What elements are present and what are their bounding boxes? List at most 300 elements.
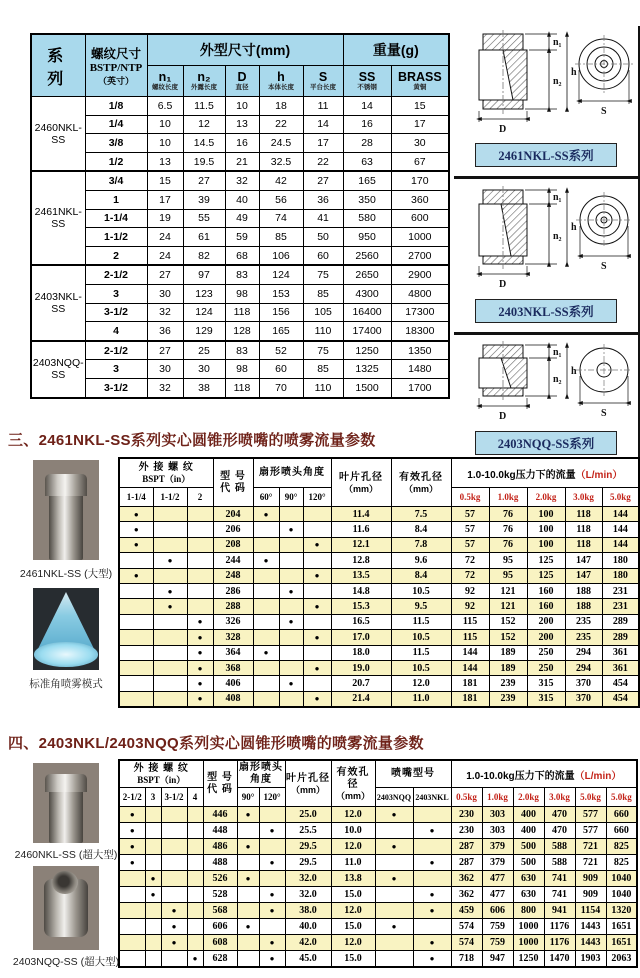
- cell: 22: [259, 115, 303, 134]
- cell: 2063: [606, 951, 637, 968]
- dot-cell: ●: [119, 839, 145, 855]
- cell: 360: [391, 190, 449, 209]
- cell: [279, 645, 303, 660]
- cell: 8.4: [391, 568, 451, 583]
- cell: 27: [183, 171, 225, 190]
- angle-option: 60°: [253, 488, 279, 507]
- cell: [187, 583, 213, 598]
- cell: 110: [303, 322, 343, 341]
- table-row: [31, 228, 449, 247]
- table-row: [119, 507, 639, 522]
- dot-cell: ●: [413, 887, 451, 903]
- cell: 180: [602, 553, 639, 568]
- dim-D: D: [499, 279, 507, 290]
- cell: 244: [213, 553, 253, 568]
- cell: [145, 839, 161, 855]
- cell: 526: [203, 871, 237, 887]
- cell: 11.6: [331, 522, 391, 537]
- dot-cell: ●: [187, 676, 213, 691]
- cell: 38.0: [285, 903, 331, 919]
- cell: [145, 903, 161, 919]
- cell: 13.5: [331, 568, 391, 583]
- cell: [161, 823, 187, 839]
- table-row: [31, 303, 449, 322]
- dot-cell: ●: [161, 935, 187, 951]
- cell: 1700: [391, 378, 449, 397]
- cell: 29.5: [285, 839, 331, 855]
- cell: 82: [183, 246, 225, 265]
- col-header-flow-rate: 1.0-10.0kg压力下的流量（L/min）: [451, 760, 637, 788]
- cell: 454: [602, 691, 639, 707]
- cell: 11.5: [391, 645, 451, 660]
- cell: 75: [303, 341, 343, 360]
- cell: 315: [527, 676, 565, 691]
- cell: 628: [203, 951, 237, 968]
- dot-cell: ●: [153, 599, 187, 614]
- cell: 1250: [513, 951, 544, 968]
- cell: [253, 676, 279, 691]
- cell: 83: [225, 341, 259, 360]
- cell: 800: [513, 903, 544, 919]
- cell: [253, 660, 279, 675]
- cell: 1325: [343, 360, 391, 379]
- cell: [153, 507, 187, 522]
- dot-cell: ●: [375, 807, 413, 823]
- cell: 160: [527, 583, 565, 598]
- cell: [187, 919, 203, 935]
- cell: 98: [225, 360, 259, 379]
- cell: 8.4: [391, 522, 451, 537]
- cell: [119, 691, 153, 707]
- col-header-spray-angle: 扇形喷头角度: [253, 458, 331, 488]
- cell: [237, 935, 259, 951]
- cell: [279, 537, 303, 552]
- cell: 1443: [575, 919, 606, 935]
- cell: [119, 919, 145, 935]
- col-header-brass: BRASS 黄铜: [391, 66, 449, 97]
- cell: 188: [565, 599, 602, 614]
- photo-caption: 2403NQQ-SS (超大型): [12, 956, 120, 968]
- cell: [237, 823, 259, 839]
- dot-cell: ●: [153, 583, 187, 598]
- dot-cell: ●: [279, 522, 303, 537]
- cell: 230: [451, 807, 482, 823]
- cell: [303, 645, 331, 660]
- table-row: [119, 614, 639, 629]
- cell: 10: [225, 97, 259, 116]
- cell: [413, 807, 451, 823]
- table-row: [119, 599, 639, 614]
- table-row: [119, 660, 639, 675]
- nozzle-option: 2403NQQ: [375, 788, 413, 807]
- dot-cell: ●: [279, 614, 303, 629]
- cell: [119, 614, 153, 629]
- cell: [413, 839, 451, 855]
- cell: 2900: [391, 265, 449, 284]
- cell: 83: [225, 265, 259, 284]
- spec-table: [30, 33, 450, 399]
- cell: [303, 676, 331, 691]
- cell: [153, 645, 187, 660]
- thread-standard-label: BSTP/NTP: [89, 62, 143, 74]
- cell: 11: [303, 97, 343, 116]
- cell: 125: [527, 568, 565, 583]
- cell: [187, 807, 203, 823]
- cell: 144: [602, 522, 639, 537]
- col-header-ext-thread: 外 接 螺 纹 BSPT（in）: [119, 458, 213, 488]
- cell: [253, 691, 279, 707]
- cell: 63: [343, 152, 391, 171]
- cell: 38: [183, 378, 225, 397]
- angle-option: 90°: [237, 788, 259, 807]
- dot-cell: ●: [237, 919, 259, 935]
- cell: 25: [183, 341, 225, 360]
- cell: 909: [575, 887, 606, 903]
- cell: [153, 614, 187, 629]
- cell: 231: [602, 599, 639, 614]
- col-header-ss: SS 不锈钢: [343, 66, 391, 97]
- diagram-label-2403nkl: 2403NKL-SS系列: [475, 299, 617, 323]
- cell: 1320: [606, 903, 637, 919]
- cell: 105: [303, 303, 343, 322]
- cell: 147: [565, 568, 602, 583]
- dim-D: D: [499, 411, 507, 422]
- cell: [279, 568, 303, 583]
- cell: 118: [225, 303, 259, 322]
- cell: 235: [565, 614, 602, 629]
- cell: 17300: [391, 303, 449, 322]
- cell: 239: [489, 691, 527, 707]
- cell: [253, 568, 279, 583]
- cell: [161, 887, 187, 903]
- cell: 118: [565, 507, 602, 522]
- cell: 40.0: [285, 919, 331, 935]
- cell: 1500: [343, 378, 391, 397]
- cell: [279, 660, 303, 675]
- dot-cell: ●: [413, 903, 451, 919]
- table-row: [31, 134, 449, 153]
- dot-cell: ●: [375, 839, 413, 855]
- cell: 588: [544, 839, 575, 855]
- cell: 361: [602, 660, 639, 675]
- cell: 286: [213, 583, 253, 598]
- cell: 303: [482, 823, 513, 839]
- dot-cell: ●: [303, 568, 331, 583]
- cell: 486: [203, 839, 237, 855]
- cell: [259, 919, 285, 935]
- cell: 45.0: [285, 951, 331, 968]
- cell: 660: [606, 807, 637, 823]
- cell: 21: [225, 152, 259, 171]
- cell: 92: [451, 583, 489, 598]
- cell: 2700: [391, 246, 449, 265]
- dot-cell: ●: [303, 630, 331, 645]
- flow-table4-body: [119, 807, 637, 968]
- thread-option: 1-1/2: [153, 488, 187, 507]
- dot-cell: ●: [253, 507, 279, 522]
- photo-caption: 2461NKL-SS (大型): [19, 568, 113, 580]
- cell: 660: [606, 823, 637, 839]
- cell: 85: [303, 360, 343, 379]
- cell: [237, 887, 259, 903]
- dot-cell: ●: [375, 871, 413, 887]
- cell: 97: [183, 265, 225, 284]
- series-cell: 2460NKL-SS: [31, 97, 85, 172]
- dim-n2: n₂: [553, 231, 562, 242]
- cell: 170: [391, 171, 449, 190]
- cell: 144: [451, 645, 489, 660]
- cell: 14: [343, 97, 391, 116]
- dot-cell: ●: [119, 568, 153, 583]
- cell: [375, 823, 413, 839]
- cell: 76: [489, 507, 527, 522]
- cell: 121: [489, 583, 527, 598]
- cell: 362: [451, 871, 482, 887]
- cell: 580: [343, 209, 391, 228]
- cell: 909: [575, 871, 606, 887]
- table-row: [119, 645, 639, 660]
- flow-table3-section: [118, 457, 640, 708]
- spec-table-header: [31, 34, 449, 97]
- pressure-header: 2.0kg: [513, 788, 544, 807]
- cell: [279, 630, 303, 645]
- cell: 27: [147, 341, 183, 360]
- cell: 3/8: [85, 134, 147, 153]
- dot-cell: ●: [237, 871, 259, 887]
- cell: 328: [213, 630, 253, 645]
- cell: 55: [183, 209, 225, 228]
- dot-cell: ●: [413, 823, 451, 839]
- cell: 27: [147, 265, 183, 284]
- cell: 49: [225, 209, 259, 228]
- dot-cell: ●: [119, 522, 153, 537]
- pressure-header: 3.0kg: [544, 788, 575, 807]
- section3-heading: 三、2461NKL-SS系列实心圆锥形喷嘴的喷雾流量参数: [8, 432, 376, 449]
- cell: 129: [183, 322, 225, 341]
- cell: [119, 599, 153, 614]
- flow-table-2403: [118, 759, 638, 968]
- cell: [119, 903, 145, 919]
- cell: 110: [303, 378, 343, 397]
- cell: 24: [147, 246, 183, 265]
- table-row: [119, 583, 639, 598]
- cell: 288: [213, 599, 253, 614]
- dot-cell: ●: [259, 823, 285, 839]
- cell: [161, 951, 187, 968]
- cell: [119, 676, 153, 691]
- table-row: [31, 190, 449, 209]
- cell: 12.0: [391, 676, 451, 691]
- cell: 125: [527, 553, 565, 568]
- cell: [375, 855, 413, 871]
- cell: 10: [147, 134, 183, 153]
- cell: [153, 630, 187, 645]
- cell: 528: [203, 887, 237, 903]
- cell: 1154: [575, 903, 606, 919]
- cell: [145, 823, 161, 839]
- cell: 454: [602, 676, 639, 691]
- cell: [187, 871, 203, 887]
- cell: [119, 630, 153, 645]
- pressure-header: 5.0kg: [575, 788, 606, 807]
- cell: 2: [85, 246, 147, 265]
- cell: 152: [489, 614, 527, 629]
- series-cell: 2403NQQ-SS: [31, 341, 85, 398]
- cell: 57: [451, 537, 489, 552]
- cell: [153, 691, 187, 707]
- cell: 42.0: [285, 935, 331, 951]
- dot-cell: ●: [259, 887, 285, 903]
- cell: [161, 839, 187, 855]
- cell: 3-1/2: [85, 378, 147, 397]
- cell: 2-1/2: [85, 341, 147, 360]
- dot-cell: ●: [253, 645, 279, 660]
- nozzle-image: [44, 879, 88, 938]
- thread-option: 1-1/4: [119, 488, 153, 507]
- pressure-header: 5.0kg: [606, 788, 637, 807]
- cell: 17400: [343, 322, 391, 341]
- dot-cell: ●: [279, 676, 303, 691]
- product-photo-2403nqq: [33, 866, 99, 950]
- pressure-header: 1.0kg: [489, 488, 527, 507]
- cell: 30: [183, 360, 225, 379]
- dot-cell: ●: [119, 507, 153, 522]
- cell: 4800: [391, 284, 449, 303]
- cell: 189: [489, 660, 527, 675]
- cell: 379: [482, 839, 513, 855]
- cell: 115: [451, 630, 489, 645]
- cell: 11.5: [183, 97, 225, 116]
- table-row: [119, 568, 639, 583]
- dot-cell: ●: [237, 839, 259, 855]
- cell: 118: [565, 522, 602, 537]
- pressure-header: 2.0kg: [527, 488, 565, 507]
- cell: [187, 522, 213, 537]
- cell: 1176: [544, 919, 575, 935]
- cell: 98: [225, 284, 259, 303]
- thread-option: 2: [187, 488, 213, 507]
- cell: 181: [451, 676, 489, 691]
- cell: 118: [225, 378, 259, 397]
- cell: 606: [482, 903, 513, 919]
- cell: [279, 507, 303, 522]
- cell: 56: [259, 190, 303, 209]
- cell: [303, 522, 331, 537]
- cell: [187, 537, 213, 552]
- cell: [253, 583, 279, 598]
- cell: 32.0: [285, 887, 331, 903]
- table-row: [31, 378, 449, 397]
- cell: 7.5: [391, 507, 451, 522]
- cell: 52: [259, 341, 303, 360]
- dot-cell: ●: [413, 951, 451, 968]
- cell: 400: [513, 823, 544, 839]
- diagram-label-2461nkl: 2461NKL-SS系列: [475, 143, 617, 167]
- spec-table-body: [31, 97, 449, 398]
- cell: [303, 553, 331, 568]
- cell: 294: [565, 660, 602, 675]
- cell: 500: [513, 855, 544, 871]
- cell: 13.8: [331, 871, 375, 887]
- cell: [253, 599, 279, 614]
- diagram-label-2403nqq: 2403NQQ-SS系列: [475, 431, 617, 455]
- cell: [119, 871, 145, 887]
- diagram-2403nqq: [454, 338, 638, 461]
- cell: [119, 935, 145, 951]
- cell: 1443: [575, 935, 606, 951]
- cell: 59: [225, 228, 259, 247]
- cell: 20.7: [331, 676, 391, 691]
- cell: 30: [147, 284, 183, 303]
- series-cell: 2461NKL-SS: [31, 171, 85, 265]
- cell: 608: [203, 935, 237, 951]
- cell: 124: [259, 265, 303, 284]
- cell: [145, 951, 161, 968]
- dim-S: S: [601, 408, 607, 419]
- dim-S: S: [601, 261, 607, 272]
- cell: 165: [343, 171, 391, 190]
- cell: [145, 807, 161, 823]
- cell: [253, 537, 279, 552]
- cell: 15.0: [331, 951, 375, 968]
- cell: 1651: [606, 935, 637, 951]
- cell: 2560: [343, 246, 391, 265]
- cell: 248: [213, 568, 253, 583]
- cell: 57: [451, 522, 489, 537]
- cell: 3: [85, 284, 147, 303]
- cell: 74: [259, 209, 303, 228]
- cell: 721: [575, 839, 606, 855]
- cell: [375, 951, 413, 968]
- cell: 72: [451, 553, 489, 568]
- table-row: [119, 807, 637, 823]
- photo-caption: 2460NKL-SS (超大型): [14, 849, 118, 861]
- col-header-model-code: 型 号 代 码: [213, 458, 253, 507]
- cell: 250: [527, 645, 565, 660]
- cell: [259, 871, 285, 887]
- cell: [303, 614, 331, 629]
- pressure-header: 5.0kg: [602, 488, 639, 507]
- cell: 17: [147, 190, 183, 209]
- cell: 21.4: [331, 691, 391, 707]
- cell: [413, 919, 451, 935]
- flow-table3-header: [119, 458, 639, 507]
- cell: 30: [391, 134, 449, 153]
- cell: 115: [451, 614, 489, 629]
- col-header-n1: n₁ 螺纹长度: [147, 66, 183, 97]
- cell: 370: [565, 691, 602, 707]
- dot-cell: ●: [303, 599, 331, 614]
- cell: 350: [343, 190, 391, 209]
- cell: [187, 935, 203, 951]
- dim-h: h: [571, 222, 577, 233]
- thread-size-label: 螺纹尺寸: [90, 47, 141, 61]
- cell: [237, 855, 259, 871]
- cell: 15: [147, 171, 183, 190]
- cell: 477: [482, 871, 513, 887]
- cell: 368: [213, 660, 253, 675]
- cell: 4300: [343, 284, 391, 303]
- pressure-header: 0.5kg: [451, 488, 489, 507]
- cell: 92: [451, 599, 489, 614]
- cell: 1250: [343, 341, 391, 360]
- cell: [187, 903, 203, 919]
- cell: [119, 660, 153, 675]
- cell: 15.0: [331, 887, 375, 903]
- cell: 1470: [544, 951, 575, 968]
- cell: 100: [527, 537, 565, 552]
- cell: 947: [482, 951, 513, 968]
